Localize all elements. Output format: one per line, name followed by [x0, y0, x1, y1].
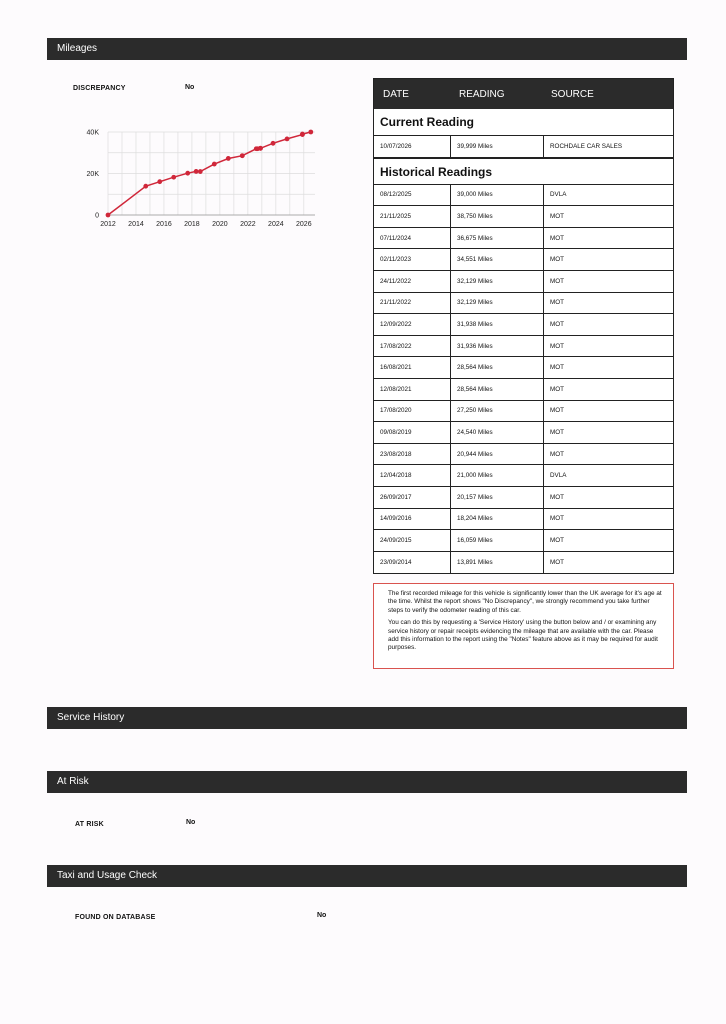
x-tick-label: 2016: [156, 221, 172, 228]
cell-date: 08/12/2025: [374, 185, 451, 206]
table-header: [374, 79, 673, 109]
cell-reading: 20,944 Miles: [451, 444, 544, 465]
cell-source: DVLA: [550, 472, 567, 480]
cell-date: 24/11/2022: [374, 271, 451, 292]
discrepancy-value: No: [185, 84, 195, 91]
current-reading-row: [374, 136, 673, 158]
data-point: [308, 130, 313, 135]
historical-row: [374, 357, 673, 379]
x-tick-label: 2018: [184, 221, 200, 228]
cell-source: MOT: [550, 212, 564, 220]
cell-date: 02/11/2023: [374, 249, 451, 270]
service-history-header: [47, 707, 687, 729]
note-paragraph-2: You can do this by requesting a 'Service History' using the button below and / or examining any service history or repair receipts evidencing the mileage that are available with the car. Please add this information to the report using the "Notes" feature above as it may be required for audit purposes.: [388, 619, 658, 652]
historical-readings-title: Historical Readings: [374, 158, 673, 185]
data-point: [106, 213, 111, 218]
y-tick-label: 20K: [86, 171, 99, 178]
historical-row: [374, 530, 673, 552]
cell-reading: 36,675 Miles: [451, 228, 544, 249]
cell-date: 07/11/2024: [374, 228, 451, 249]
service-history-title: Service History: [57, 712, 125, 723]
x-tick-label: 2026: [296, 221, 312, 228]
cell-source: ROCHDALE CAR SALES: [550, 142, 623, 150]
historical-row: [374, 422, 673, 444]
cell-date: 12/08/2021: [374, 379, 451, 400]
historical-row: [374, 487, 673, 509]
taxi-usage-title: Taxi and Usage Check: [57, 870, 158, 881]
historical-row: [374, 401, 673, 423]
data-point: [198, 169, 203, 174]
cell-source: MOT: [550, 450, 564, 458]
cell-source: MOT: [550, 536, 564, 544]
data-point: [226, 156, 231, 161]
cell-date: 09/08/2019: [374, 422, 451, 443]
cell-source: MOT: [550, 428, 564, 436]
cell-date: 23/09/2014: [374, 552, 451, 574]
x-tick-label: 2012: [100, 221, 116, 228]
cell-source: MOT: [550, 515, 564, 523]
cell-source: MOT: [550, 299, 564, 307]
cell-date: 10/07/2026: [374, 136, 451, 157]
at-risk-title: At Risk: [57, 776, 89, 787]
cell-date: 17/08/2020: [374, 401, 451, 422]
at-risk-header: [47, 771, 687, 793]
historical-row: [374, 444, 673, 466]
historical-row: [374, 509, 673, 531]
cell-reading: 31,938 Miles: [451, 314, 544, 335]
data-point: [185, 171, 190, 176]
cell-reading: 13,891 Miles: [451, 552, 544, 574]
y-tick-label: 0: [95, 212, 99, 220]
cell-reading: 32,129 Miles: [451, 293, 544, 314]
historical-row: [374, 379, 673, 401]
cell-date: 24/09/2015: [374, 530, 451, 551]
found-on-database-label: FOUND ON DATABASE: [75, 914, 156, 921]
at-risk-value: No: [186, 819, 196, 826]
historical-row: [374, 185, 673, 207]
found-on-database-value: No: [317, 912, 327, 919]
cell-date: 21/11/2022: [374, 293, 451, 314]
mileage-table: [373, 78, 674, 574]
cell-reading: 28,564 Miles: [451, 357, 544, 378]
cell-date: 14/09/2016: [374, 509, 451, 530]
chart-axes: [87, 130, 315, 229]
header-source: SOURCE: [551, 88, 594, 100]
historical-row: [374, 271, 673, 293]
data-point: [271, 141, 276, 146]
cell-source: MOT: [550, 320, 564, 328]
cell-date: 16/08/2021: [374, 357, 451, 378]
mileage-chart: [80, 120, 325, 235]
x-tick-label: 2014: [128, 221, 144, 228]
cell-date: 23/08/2018: [374, 444, 451, 465]
data-point: [285, 136, 290, 141]
cell-date: 12/04/2018: [374, 465, 451, 486]
cell-reading: 16,059 Miles: [451, 530, 544, 551]
mileages-section-header: [47, 38, 687, 60]
cell-source: MOT: [550, 277, 564, 285]
data-point: [212, 162, 217, 167]
data-point: [194, 169, 199, 174]
historical-row: [374, 206, 673, 228]
data-point: [258, 146, 263, 151]
cell-source: MOT: [550, 364, 564, 372]
chart-grid: [108, 132, 315, 215]
historical-row: [374, 228, 673, 250]
cell-reading: 27,250 Miles: [451, 401, 544, 422]
historical-row: [374, 249, 673, 271]
cell-source: MOT: [550, 234, 564, 242]
mileages-title: Mileages: [57, 43, 98, 54]
data-point: [157, 179, 162, 184]
cell-reading: 20,157 Miles: [451, 487, 544, 508]
historical-row: [374, 552, 673, 574]
y-tick-label: 40K: [86, 129, 99, 137]
cell-reading: 18,204 Miles: [451, 509, 544, 530]
note-paragraph-1: The first recorded mileage for this vehicle is significantly lower than the UK average for it's age at the time. Whilst the report shows "No Discrepancy", we strongly recommend you take further steps to verify the odometer reading of this car.: [388, 590, 662, 614]
mileage-warning-note: [373, 583, 674, 669]
at-risk-label: AT RISK: [75, 821, 104, 828]
cell-reading: 31,936 Miles: [451, 336, 544, 357]
cell-source: MOT: [550, 407, 564, 415]
cell-date: 12/09/2022: [374, 314, 451, 335]
historical-row: [374, 293, 673, 315]
data-point: [300, 132, 305, 137]
taxi-usage-header: [47, 865, 687, 887]
cell-reading: 38,750 Miles: [451, 206, 544, 227]
cell-reading: 39,000 Miles: [451, 185, 544, 206]
cell-date: 26/09/2017: [374, 487, 451, 508]
x-tick-label: 2022: [240, 221, 256, 228]
historical-row: [374, 314, 673, 336]
cell-date: 21/11/2025: [374, 206, 451, 227]
cell-source: MOT: [550, 493, 564, 501]
cell-reading: 21,000 Miles: [451, 465, 544, 486]
cell-date: 17/08/2022: [374, 336, 451, 357]
current-reading-title: Current Reading: [374, 109, 673, 136]
header-date: DATE: [383, 88, 409, 100]
historical-rows: [374, 185, 673, 574]
cell-reading: 24,540 Miles: [451, 422, 544, 443]
data-point: [240, 153, 245, 158]
historical-row: [374, 465, 673, 487]
data-point: [171, 175, 176, 180]
discrepancy-label: DISCREPANCY: [73, 85, 126, 92]
cell-reading: 34,551 Miles: [451, 249, 544, 270]
x-tick-label: 2024: [268, 221, 284, 228]
cell-reading: 39,999 Miles: [451, 136, 544, 157]
cell-reading: 28,564 Miles: [451, 379, 544, 400]
cell-source: MOT: [550, 558, 564, 566]
cell-source: DVLA: [550, 191, 567, 199]
header-reading: READING: [459, 88, 505, 100]
cell-source: MOT: [550, 342, 564, 350]
historical-row: [374, 336, 673, 358]
cell-reading: 32,129 Miles: [451, 271, 544, 292]
cell-source: MOT: [550, 385, 564, 393]
x-tick-label: 2020: [212, 221, 228, 228]
data-point: [143, 184, 148, 189]
cell-source: MOT: [550, 256, 564, 264]
